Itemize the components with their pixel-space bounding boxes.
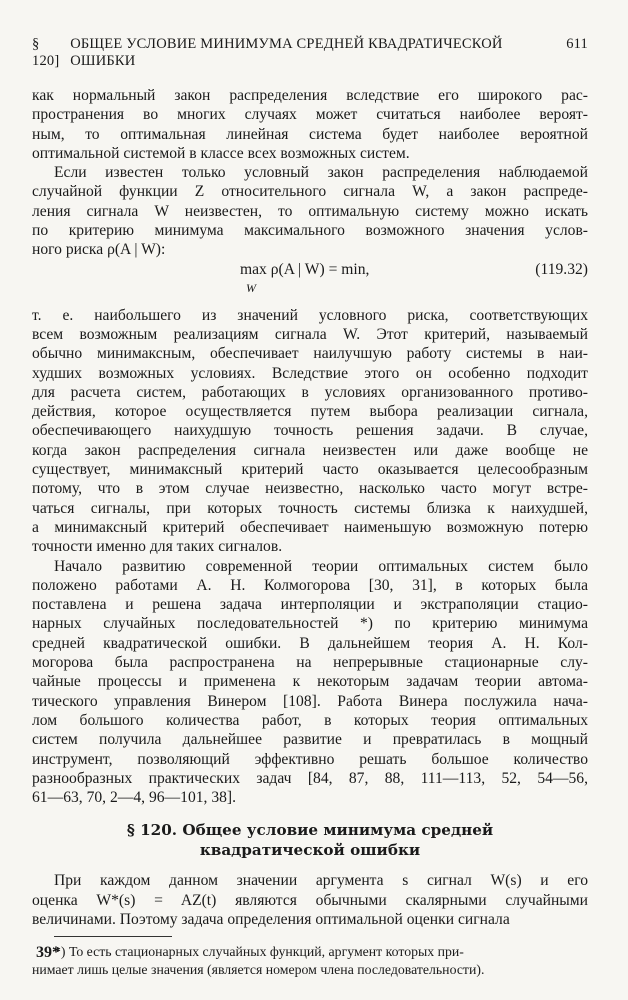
header-section-ref: § 120]	[32, 36, 60, 69]
running-header	[32, 36, 588, 70]
text-line: обычно минимаксным, обеспечивает наилучшую работу системы в наи-	[32, 345, 588, 363]
text-line: лом большого количества работ, в которых теория оптимальных	[32, 711, 588, 729]
text-line: ного риска ρ(A | W):	[32, 241, 166, 259]
text-line: чайные процессы и применена к некоторым задачам теории автома-	[32, 673, 588, 691]
section-title-line-1: § 120. Общее условие минимума средней	[126, 821, 494, 840]
formula-subscript: W	[246, 280, 256, 295]
footnote-line-2: нимает лишь целые значения (является номером члена последовательности).	[32, 961, 485, 977]
formula-number: (119.32)	[535, 260, 588, 278]
text-line: ным, то оптимальная линейная система будет наиболее вероятной	[32, 125, 588, 143]
header-running-title: ОБЩЕЕ УСЛОВИЕ МИНИМУМА СРЕДНЕЙ КВАДРАТИЧЕСКОЙ ОШИБКИ	[70, 36, 503, 69]
text-line: разнообразных практических задач [84, 87, 88, 111—113, 52, 54—56,	[32, 769, 588, 787]
text-line: пространения во многих случаях может считаться наиболее вероят-	[32, 106, 588, 124]
text-line: поставлена и решена задача интерполяции и экстраполяции стацио-	[32, 596, 588, 614]
text-line: точности именно для таких сигналов.	[32, 538, 283, 556]
text-line: ления сигнала W неизвестен, то оптимальную систему можно искать	[32, 202, 588, 220]
footnote-line-1: *) То есть стационарных случайных функций, аргумент которых при-	[54, 944, 464, 960]
text-line: инструмент, позволяющий эффективно решать большое количество	[32, 750, 588, 768]
text-line: При каждом данном значении аргумента s сигнал W(s) и его	[54, 872, 588, 890]
formula-119-32	[32, 261, 588, 303]
text-line: чаться сигналы, при которых точность системы близка к наихудшей,	[32, 499, 588, 517]
text-line: когда закон распределения сигнала неизвестен или даже вообще не	[32, 441, 588, 459]
header-page-number: 611	[566, 36, 588, 52]
paragraph-3	[32, 306, 588, 557]
body-text	[32, 86, 588, 929]
text-line: систем получила дальнейшее развитие и превратилась в мощный	[32, 731, 588, 749]
paragraph-5	[32, 871, 588, 929]
text-line: худших возможных условиях. Вследствие этого он особенно подходит	[32, 364, 588, 382]
text-line: по критерию минимума максимального возможного значения услов-	[32, 222, 588, 240]
text-line: потому, что в этом случае неизвестно, насколько часто могут встре-	[32, 480, 588, 498]
section-heading	[32, 821, 588, 860]
text-line: т. е. наибольшего из значений условного риска, соответствующих	[32, 306, 588, 324]
text-line: для расчета систем, работающих в условиях организованного противо-	[32, 383, 588, 401]
text-line: нарных случайных последовательностей *) по критерию минимума	[32, 615, 588, 633]
paragraph-4	[32, 557, 588, 808]
section-title-line-2: квадратической ошибки	[199, 840, 421, 859]
book-page	[32, 36, 588, 978]
formula-expression: max ρ(A | W) = min, W	[240, 260, 370, 295]
text-line: положено работами А. Н. Колмогорова [30, 31], в которых была	[32, 576, 588, 594]
text-line: а минимаксный критерий обеспечивает наименьшую возможную потерю	[32, 518, 588, 536]
text-line: Если известен только условный закон распределения наблюдаемой	[54, 164, 588, 182]
footnote-divider	[54, 936, 172, 937]
paragraph-1	[32, 86, 588, 163]
text-line: случайной функции Z относительного сигнала W, а закон распреде-	[32, 183, 588, 201]
text-line: обеспечивающего наихудшую точность решения задачи. В случае,	[32, 422, 588, 440]
printer-signature: 39*	[36, 944, 60, 961]
text-line: средней квадратической ошибки. В дальнейшем теория А. Н. Кол-	[32, 634, 588, 652]
text-line: могорова была распространена на непрерывные стационарные слу-	[32, 654, 588, 672]
text-line: всем возможным реализациям сигнала W. Этот критерий, называемый	[32, 325, 588, 343]
text-line: оптимальной системой в классе всех возможных систем.	[32, 144, 410, 162]
text-line: 61—63, 70, 2—4, 96—101, 38].	[32, 789, 237, 807]
text-line: оценка W*(s) = AZ(t) являются обычными скалярными случайными	[32, 891, 588, 909]
text-line: как нормальный закон распределения вследствие его широкого рас-	[32, 87, 588, 104]
text-line: существует, минимаксный критерий часто оказывается целесообразным	[32, 461, 588, 479]
text-line: тического управления Винером [108]. Работа Винера послужила нача-	[32, 692, 588, 710]
paragraph-2	[32, 163, 588, 259]
text-line: Начало развитию современной теории оптимальных систем было	[54, 557, 588, 575]
text-line: величинами. Поэтому задача определения оптимальной оценки сигнала	[32, 910, 510, 928]
text-line: действия, которое осуществляется путем выбора реализации сигнала,	[32, 403, 588, 421]
footnote	[32, 943, 588, 978]
